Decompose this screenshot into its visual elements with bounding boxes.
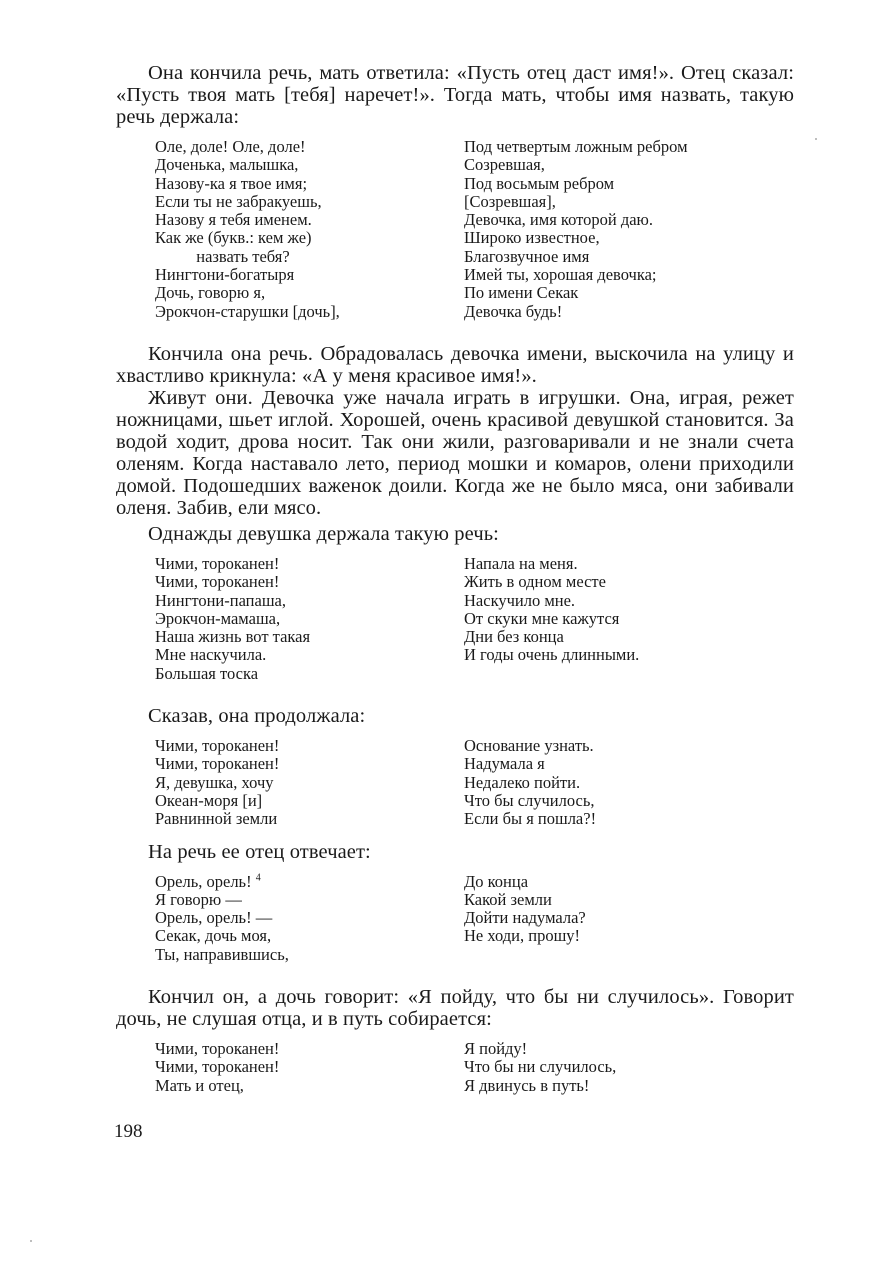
verse-line: Чими, тороканен! <box>155 754 280 774</box>
paragraph <box>116 986 794 1030</box>
verse-5-left <box>116 1040 464 1095</box>
paragraph-text: Кончила она речь. Обрадовалась девочка имени, выскочила на улицу и хвастливо крикнула: «А у меня красивое имя!». <box>116 342 794 387</box>
paragraph-text: Кончил он, а дочь говорит: «Я пойду, что бы ни случилось». Говорит дочь, не слушая отца, и в путь собирается: <box>116 986 794 1031</box>
verse-2-left <box>116 555 464 683</box>
verse-2-right <box>464 555 794 665</box>
verse-line: Орель, орель! — <box>155 908 273 928</box>
verse-line: Основание узнать. <box>464 736 594 756</box>
verse-line: Я говорю — <box>155 889 242 909</box>
verse-line: Если бы я пошла?! <box>464 809 597 829</box>
paragraph <box>116 343 794 387</box>
verse-line: назвать тебя? <box>155 246 290 266</box>
verse-line: Как же (букв.: кем же) <box>155 228 312 248</box>
verse-line: И годы очень длинными. <box>464 645 640 665</box>
verse-line: Я двинусь в путь! <box>464 1075 590 1095</box>
verse-line: Дойти надумала? <box>464 908 586 928</box>
verse-line: Ты, направившись, <box>155 944 289 964</box>
verse-line: По имени Секак <box>464 283 579 303</box>
verse-line: До конца <box>464 871 529 891</box>
verse-3-right <box>464 737 794 828</box>
verse-line: Наша жизнь вот такая <box>155 627 311 647</box>
verse-line: Чими, тороканен! <box>155 1057 280 1077</box>
verse-line: Дни без конца <box>464 627 564 647</box>
verse-line: Чими, тороканен! <box>155 1039 280 1059</box>
verse-4-right <box>464 873 794 946</box>
verse-line: Что бы случилось, <box>464 790 595 810</box>
verse-line: Благозвучное имя <box>464 246 590 266</box>
verse-line: Под восьмым ребром <box>464 173 615 193</box>
verse-line: Чими, тороканен! <box>155 736 280 756</box>
paragraph <box>116 387 794 519</box>
verse-line: Мать и отец, <box>155 1075 244 1095</box>
verse-line: От скуки мне кажутся <box>464 608 620 628</box>
verse-line: Я пойду! <box>464 1039 528 1059</box>
verse-2 <box>116 555 794 683</box>
ink-speck <box>30 1240 32 1242</box>
verse-line: Эрокчон-старушки [дочь], <box>155 301 340 321</box>
footnote-mark: 4 <box>255 872 261 884</box>
verse-line: Океан-моря [и] <box>155 790 263 810</box>
paragraph <box>116 841 794 863</box>
verse-line: Широко известное, <box>464 228 600 248</box>
paragraph-text: На речь ее отец отвечает: <box>148 840 371 863</box>
verse-line: Чими, тороканен! <box>155 572 280 592</box>
verse-line: Если ты не забракуешь, <box>155 191 322 211</box>
paragraph-text: Живут они. Девочка уже начала играть в игрушки. Она, играя, режет ножницами, шьет иглой. Хорошей, очень красивой девушкой становится. За водой ходит, дрова носит. Так они жили, разговаривали и не знали счета оленям. Когда наставало лето, период мошки и комаров, олени приходили домой. Подошедших важенок доили. Когда же не было мяса, они забивали оленя. Забив, ели мясо. <box>116 386 794 519</box>
verse-line: Созревшая, <box>464 155 545 175</box>
verse-1-left <box>116 138 464 321</box>
verse-line: [Созревшая], <box>464 191 556 211</box>
verse-line: Под четвертым ложным ребром <box>464 137 688 156</box>
verse-1-right <box>464 138 794 321</box>
verse-line: Не ходи, прошу! <box>464 926 581 946</box>
verse-line: Что бы ни случилось, <box>464 1057 617 1077</box>
paragraph <box>116 62 794 128</box>
verse-line: Оле, доле! Оле, доле! <box>155 137 306 156</box>
verse-line-text: Орель, орель! <box>155 871 252 891</box>
verse-line: Недалеко пойти. <box>464 772 581 792</box>
verse-line: Какой земли <box>464 889 552 909</box>
verse-line: Равнинной земли <box>155 809 278 829</box>
paragraph-text: Она кончила речь, мать ответила: «Пусть отец даст имя!». Отец сказал: «Пусть твоя мать [тебя] наречет!». Тогда мать, чтобы имя назвать, такую речь держала: <box>116 62 794 128</box>
verse-4-left <box>116 873 464 964</box>
verse-line: Жить в одном месте <box>464 572 606 592</box>
page-number: 198 <box>114 1120 143 1142</box>
verse-line: Надумала я <box>464 754 545 774</box>
verse-line: Наскучило мне. <box>464 590 576 610</box>
verse-line: Эрокчон-мамаша, <box>155 608 281 628</box>
verse-line: Нингтони-богатыря <box>155 265 295 285</box>
verse-line: Большая тоска <box>155 663 259 683</box>
paragraph-text: Сказав, она продолжала: <box>148 705 366 728</box>
verse-line: Чими, тороканен! <box>155 553 280 573</box>
verse-line: Мне наскучила. <box>155 645 267 665</box>
verse-1 <box>116 138 794 321</box>
verse-line: Напала на меня. <box>464 553 578 573</box>
verse-line: Я, девушка, хочу <box>155 772 274 792</box>
verse-3-left <box>116 737 464 828</box>
verse-line: Назову я тебя именем. <box>155 210 312 230</box>
verse-line <box>155 873 464 891</box>
paragraph-text: Однажды девушка держала такую речь: <box>148 522 499 545</box>
paragraph <box>116 705 794 727</box>
paragraph <box>116 523 794 545</box>
verse-line: Нингтони-папаша, <box>155 590 286 610</box>
verse-line: Секак, дочь моя, <box>155 926 272 946</box>
ink-speck <box>815 138 817 140</box>
verse-line: Девочка будь! <box>464 301 563 321</box>
verse-line: Назову-ка я твое имя; <box>155 173 308 193</box>
verse-5 <box>116 1040 794 1095</box>
verse-line: Доченька, малышка, <box>155 155 299 175</box>
verse-line: Девочка, имя которой даю. <box>464 210 653 230</box>
verse-3 <box>116 737 794 828</box>
verse-line: Имей ты, хорошая девочка; <box>464 265 657 285</box>
verse-5-right <box>464 1040 794 1095</box>
verse-line: Дочь, говорю я, <box>155 283 266 303</box>
verse-4 <box>116 873 794 964</box>
